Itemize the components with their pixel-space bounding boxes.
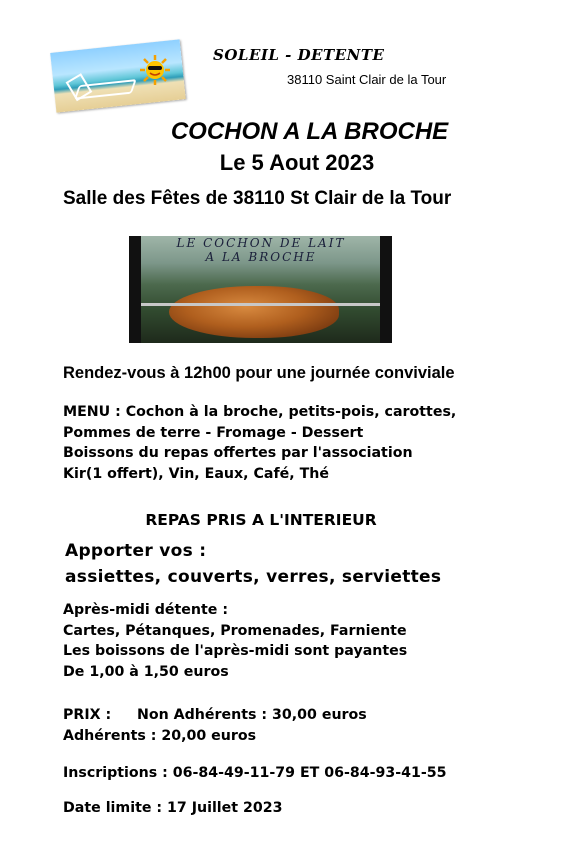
event-title: COCHON A LA BROCHE bbox=[170, 118, 449, 145]
apres-midi-line: De 1,00 à 1,50 euros bbox=[63, 663, 229, 680]
apres-midi-section bbox=[63, 600, 407, 682]
event-date: Le 5 Aout 2023 bbox=[219, 150, 375, 175]
apporter-line: Apporter vos : bbox=[65, 541, 207, 561]
menu-line: MENU : Cochon à la broche, petits-pois, carottes, bbox=[63, 404, 457, 420]
apres-midi-line: Cartes, Pétanques, Promenades, Farniente bbox=[63, 622, 407, 639]
association-city: 38110 Saint Clair de la Tour bbox=[287, 72, 447, 87]
apres-midi-line: Après-midi détente : bbox=[63, 602, 228, 618]
photo-caption-line1: LE COCHON DE LAIT bbox=[176, 236, 346, 250]
prix-label: PRIX : bbox=[63, 707, 112, 723]
menu-line: Boissons du repas offertes par l'association bbox=[63, 445, 413, 461]
prix-adherents: Adhérents : 20,00 euros bbox=[63, 727, 257, 744]
menu-line: Kir(1 offert), Vin, Eaux, Café, Thé bbox=[63, 465, 329, 482]
inscriptions-text: Inscriptions : 06-84-49-11-79 ET 06-84-93-41-55 bbox=[63, 765, 447, 781]
menu-section bbox=[63, 402, 456, 484]
prix-section bbox=[63, 705, 367, 746]
rendezvous-text: Rendez-vous à 12h00 pour une journée conviviale bbox=[63, 364, 455, 382]
menu-line: Pommes de terre - Fromage - Dessert bbox=[63, 424, 364, 441]
photo-caption-line2: A LA BROCHE bbox=[205, 250, 317, 264]
roast-pig-photo bbox=[129, 236, 392, 343]
apporter-line: assiettes, couverts, verres, serviettes bbox=[65, 567, 442, 587]
prix-non-adherents: Non Adhérents : 30,00 euros bbox=[137, 707, 367, 723]
event-venue: Salle des Fêtes de 38110 St Clair de la Tour bbox=[63, 188, 452, 209]
apres-midi-line: Les boissons de l'après-midi sont payantes bbox=[63, 643, 408, 659]
repas-heading: REPAS PRIS A L'INTERIEUR bbox=[145, 511, 377, 529]
photo-frame bbox=[129, 236, 392, 343]
date-limite-text: Date limite : 17 Juillet 2023 bbox=[63, 800, 283, 816]
association-name: SOLEIL - DETENTE bbox=[213, 46, 385, 64]
sun-icon bbox=[139, 54, 171, 86]
apporter-section bbox=[65, 538, 441, 590]
